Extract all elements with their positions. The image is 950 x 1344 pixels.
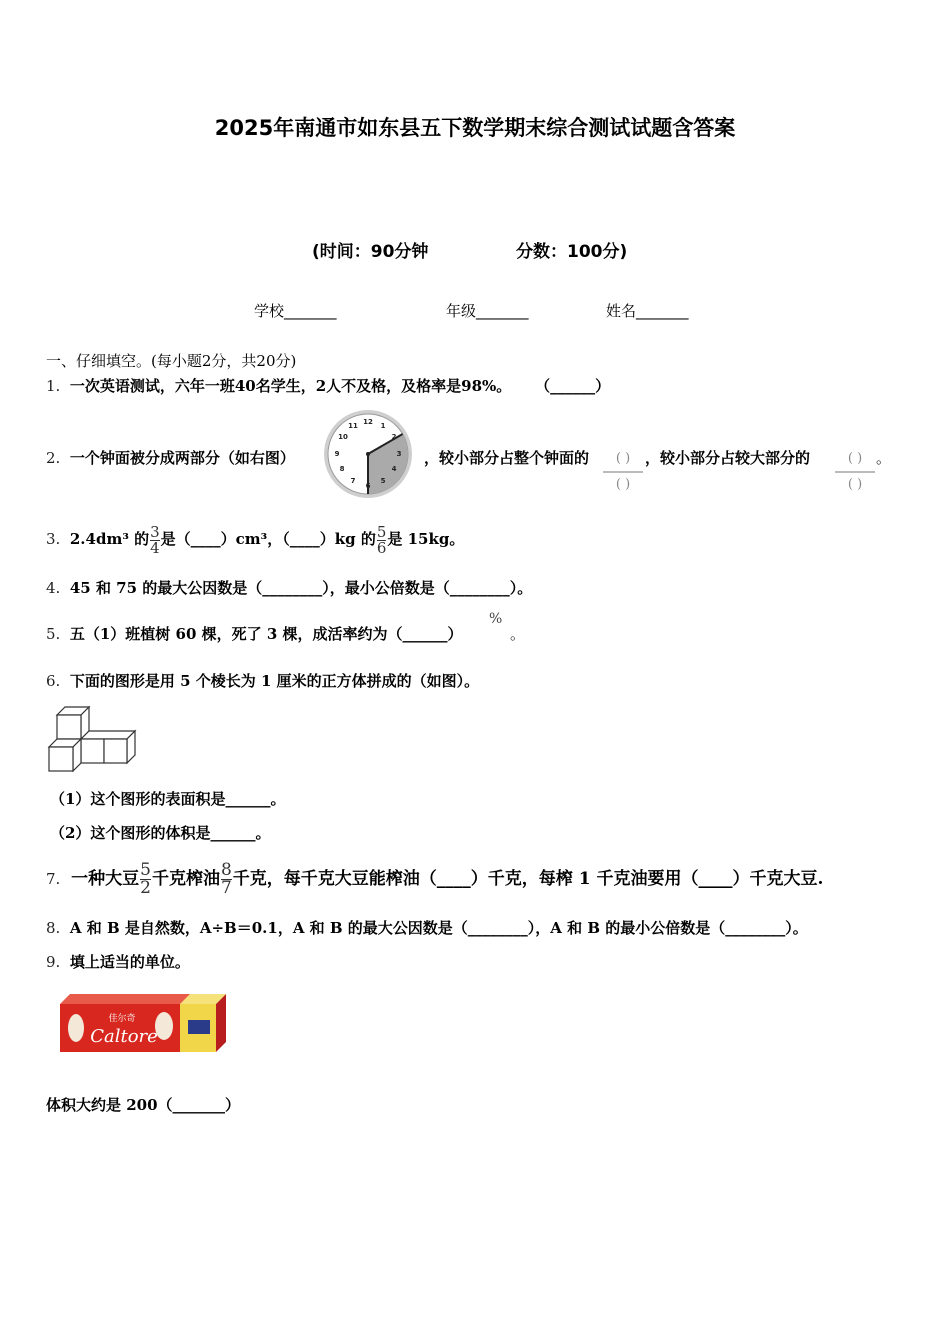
- document-title: 2025年南通市如东县五下数学期末综合测试试题含答案: [214, 116, 736, 140]
- percent-sign: %: [489, 611, 503, 627]
- fraction-3-4: $\frac{3}{4}$: [150, 522, 160, 557]
- svg-text:11: 11: [348, 422, 358, 430]
- fraction-blank-2[interactable]: ( ) ( ): [835, 451, 875, 493]
- toothpaste-box-image: [56, 990, 232, 1058]
- question-1: 1. 一次英语测试，六年一班40名学生，2人不及格，及格率是98%。 （______）: [46, 377, 611, 395]
- svg-text:12: 12: [363, 418, 373, 426]
- clock-image: [320, 409, 416, 499]
- answer-blank: （______）: [535, 377, 611, 395]
- question-6-sub1: （1）这个图形的表面积是______。: [50, 790, 286, 808]
- time-label: (时间：90分钟: [312, 242, 429, 262]
- fraction-5-2: $\frac{5}{2}$: [140, 860, 151, 898]
- fraction-8-7: $\frac{8}{7}$: [220, 860, 232, 898]
- question-4: 4. 45 和 75 的最大公因数是（________），最小公倍数是（________）。: [46, 579, 533, 597]
- svg-text:5: 5: [380, 477, 386, 485]
- fraction-5-6: $\frac{5}{6}$: [376, 522, 387, 557]
- svg-text:4: 4: [391, 465, 397, 473]
- svg-text:3: 3: [396, 450, 402, 458]
- svg-text:10: 10: [338, 433, 348, 441]
- svg-text:佳尔奇: 佳尔奇: [108, 1014, 136, 1024]
- question-6: 6. 下面的图形是用 5 个棱长为 1 厘米的正方体拼成的（如图）。: [46, 672, 480, 690]
- svg-text:6: 6: [365, 482, 371, 490]
- question-9-answer: 体积大约是 200（_______）: [46, 1096, 241, 1114]
- section-heading: 一、仔细填空。(每小题2分，共20分): [46, 352, 297, 370]
- name-field: 姓名_______: [606, 302, 689, 320]
- question-8: 8. A 和 B 是自然数，A÷B＝0.1，A 和 B 的最大公因数是（________），A 和 B 的最小公倍数是（________）。: [46, 919, 808, 937]
- fraction-blank-1[interactable]: ( ) ( ): [603, 451, 643, 493]
- question-5: 5. 五（1）班植树 60 棵，死了 3 棵，成活率约为（______）: [46, 625, 463, 643]
- question-2-cont2: ，较小部分占较大部分的: [645, 449, 811, 467]
- svg-text:Caltore: Caltore: [90, 1026, 158, 1047]
- question-9: 9. 填上适当的单位。: [46, 953, 190, 971]
- svg-text:1: 1: [380, 422, 386, 430]
- question-5-end: 。: [510, 625, 526, 643]
- cubes-figure: [46, 706, 138, 772]
- svg-text:9: 9: [334, 450, 340, 458]
- question-6-sub2: （2）这个图形的体积是______。: [50, 824, 271, 842]
- question-3: 3. 2.4dm³ 的 $\frac{3}{4}$ 是（____）cm³，（____）kg 的 $\frac{5}{6}$ 是 15kg。: [46, 522, 465, 557]
- svg-text:8: 8: [339, 465, 345, 473]
- svg-text:2: 2: [391, 433, 397, 441]
- question-2-cont: ，较小部分占整个钟面的: [424, 449, 590, 467]
- score-label: 分数：100分): [516, 242, 628, 262]
- svg-text:7: 7: [350, 477, 356, 485]
- question-2: 2. 一个钟面被分成两部分（如右图）: [46, 449, 295, 467]
- grade-field: 年级_______: [446, 302, 529, 320]
- question-2-end: 。: [876, 449, 892, 467]
- school-field: 学校_______: [254, 302, 337, 320]
- question-7: 7. 一种大豆 $\frac{5}{2}$ 千克榨油 $\frac{8}{7}$ 千克，每千克大豆能榨油（____）千克，每榨 1 千克油要用（____）千克大豆.: [46, 860, 824, 898]
